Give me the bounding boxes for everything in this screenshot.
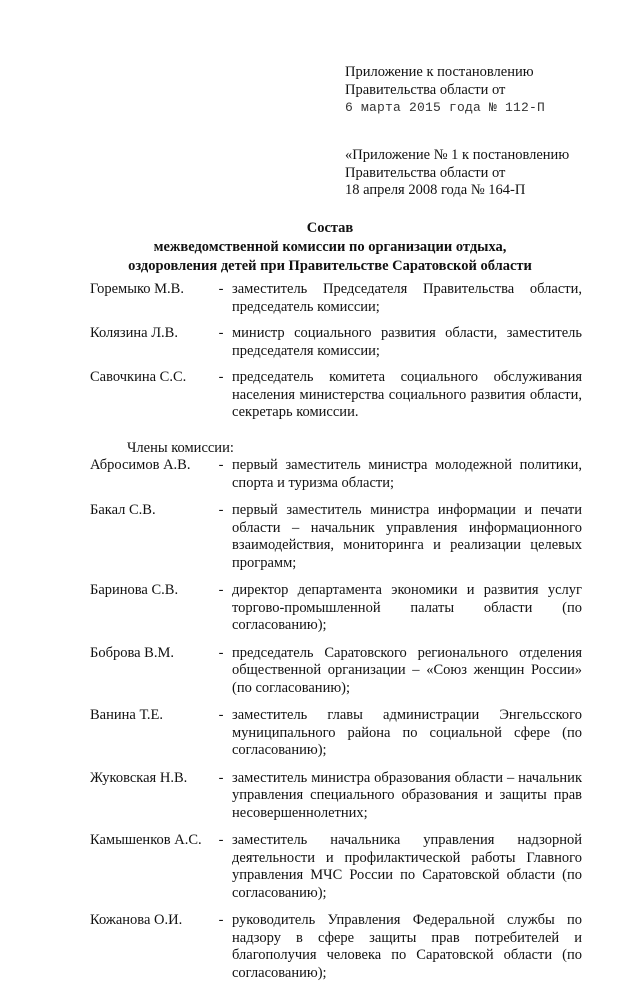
annex-header-original: [345, 147, 615, 200]
title-line: межведомственной комиссии по организации отдыха,: [153, 239, 507, 255]
members-heading: Члены комиссии:: [127, 439, 234, 456]
list-item: [90, 457, 582, 492]
list-item: [90, 325, 582, 360]
member-name: Кожанова О.И.: [90, 912, 183, 928]
dash-separator: -: [218, 582, 224, 598]
list-item: [90, 281, 582, 316]
annex-line: Приложение к постановлению: [345, 64, 534, 80]
member-name: Баринова С.В.: [90, 582, 179, 598]
dash-separator: -: [218, 912, 224, 928]
member-role: министр социального развития области, заместитель председателя комиссии;: [232, 325, 582, 359]
member-role: заместитель главы администрации Энгельсского муниципального района по социальной сфере (по согласованию);: [232, 707, 582, 758]
annex-date-number: 6 марта 2015 года № 112-П: [345, 100, 546, 115]
list-item: [90, 502, 582, 572]
list-item: [90, 369, 582, 422]
dash-separator: -: [218, 281, 224, 297]
annex-line: «Приложение № 1 к постановлению: [345, 147, 570, 163]
list-item: [90, 707, 582, 760]
list-item: [90, 770, 582, 823]
list-item: [90, 832, 582, 902]
dash-separator: -: [218, 707, 224, 723]
member-role: руководитель Управления Федеральной службы по надзору в сфере защиты прав потребителей и благополучия человека по Саратовской области (по согласованию);: [232, 912, 582, 981]
dash-separator: -: [218, 832, 224, 848]
title-line: Состав: [306, 220, 354, 236]
list-item: [90, 582, 582, 635]
title-line: оздоровления детей при Правительстве Саратовской области: [128, 258, 532, 274]
member-role: председатель Саратовского регионального отделения общественной организации – «Союз женщин России» (по согласованию);: [232, 644, 582, 696]
member-role: заместитель Председателя Правительства области, председатель комиссии;: [232, 281, 582, 315]
member-name: Колязина Л.В.: [90, 325, 178, 341]
member-role: заместитель министра образования области – начальник управления специального образования и защиты прав несовершеннолетних;: [232, 769, 582, 821]
member-name: Жуковская Н.В.: [90, 769, 188, 786]
member-role: директор департамента экономики и развития услуг торгово-промышленной палаты области (по согласованию);: [232, 582, 582, 633]
list-item: [90, 645, 582, 698]
dash-separator: -: [218, 502, 224, 518]
member-name: Горемыко М.В.: [90, 281, 184, 297]
dash-separator: -: [218, 369, 224, 385]
member-name: Боброва В.М.: [90, 644, 174, 661]
member-name: Абросимов А.В.: [90, 457, 191, 473]
document-title: [90, 219, 570, 276]
member-name: Камышенков А.С.: [90, 832, 202, 848]
dash-separator: -: [218, 325, 224, 341]
member-name: Ванина Т.Е.: [90, 707, 163, 723]
commission-list: [90, 281, 582, 982]
dash-separator: -: [218, 457, 224, 473]
member-role: первый заместитель министра информации и печати области – начальник управления информационного взаимодействия, мониторинга и реализации целевых программ;: [232, 502, 582, 571]
dash-separator: -: [218, 644, 224, 661]
list-item: [90, 912, 582, 982]
member-role: заместитель начальника управления надзорной деятельности и профилактической работы Главного управления МЧС России по Саратовской области (по согласованию);: [232, 832, 582, 901]
annex-date-number: 18 апреля 2008 года № 164-П: [345, 182, 526, 198]
annex-header-current: [345, 64, 615, 117]
member-role: первый заместитель министра молодежной политики, спорта и туризма области;: [232, 457, 582, 491]
member-role: председатель комитета социального обслуживания населения министерства социального развития области, секретарь комиссии.: [232, 369, 582, 420]
annex-line: Правительства области от: [345, 164, 506, 181]
annex-line: Правительства области от: [345, 81, 506, 98]
member-name: Бакал С.В.: [90, 502, 156, 518]
dash-separator: -: [218, 769, 224, 786]
member-name: Савочкина С.С.: [90, 369, 187, 385]
